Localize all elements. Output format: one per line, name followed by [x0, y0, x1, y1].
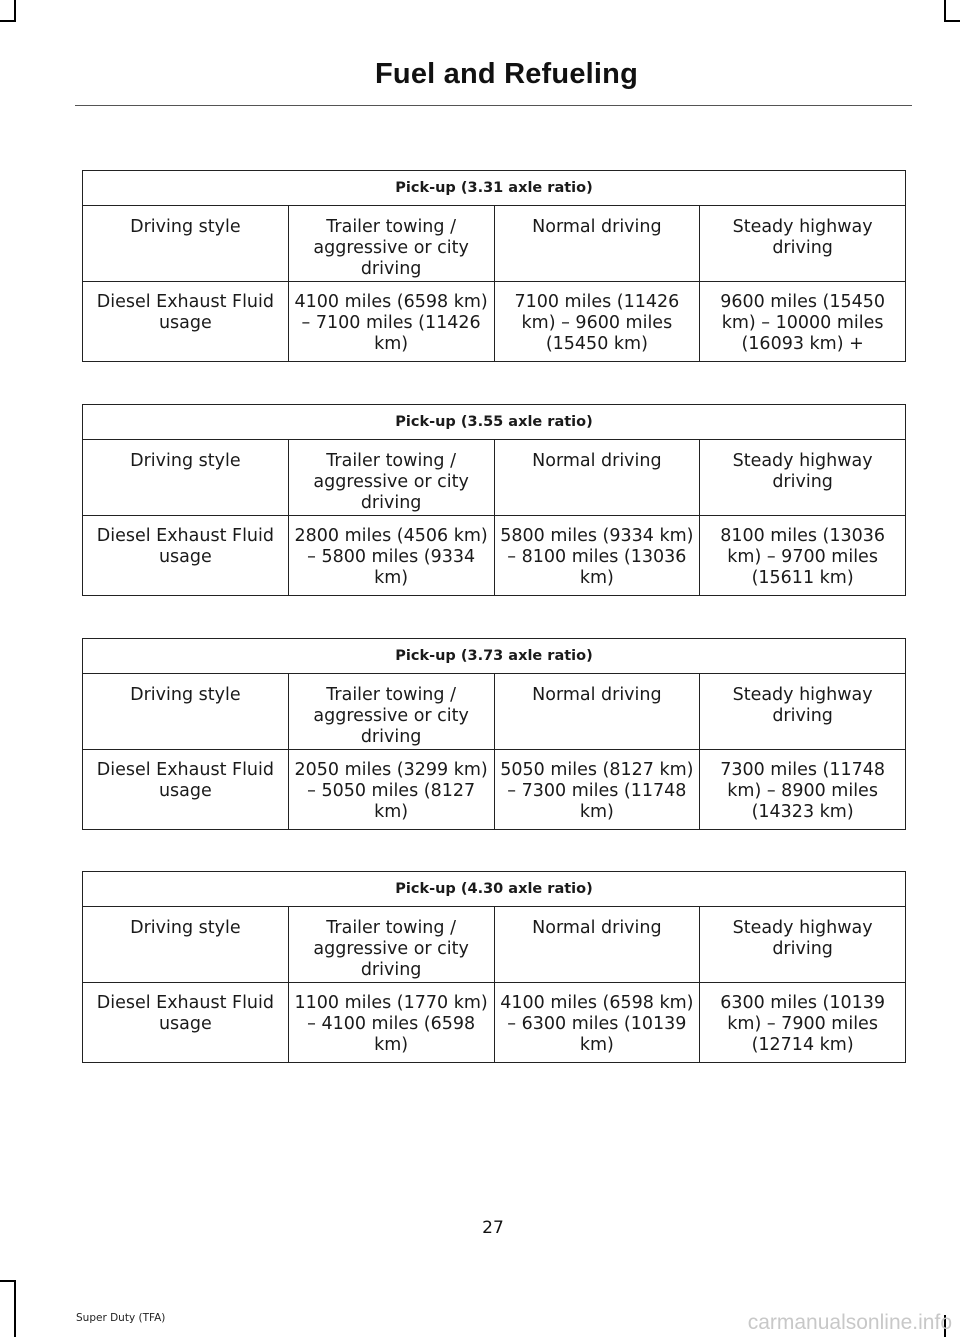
column-header: Normal driving	[494, 674, 700, 750]
def-usage-table-3-55	[82, 404, 906, 596]
table-cell: 5800 miles (9334 km) – 8100 miles (13036 km)	[494, 516, 700, 596]
page-number: 27	[482, 1218, 504, 1238]
column-header: Normal driving	[494, 440, 700, 516]
table-cell: 5050 miles (8127 km) – 7300 miles (11748 km)	[494, 750, 700, 830]
table-cell: 8100 miles (13036 km) – 9700 miles (15611 km)	[700, 516, 906, 596]
column-header: Trailer towing / aggressive or city driving	[288, 440, 494, 516]
crop-mark	[944, 0, 946, 22]
column-header: Normal driving	[494, 907, 700, 983]
table-caption: Pick-up (3.55 axle ratio)	[83, 405, 906, 440]
column-header: Driving style	[83, 674, 289, 750]
watermark: carmanualsonline.info	[747, 1311, 952, 1334]
table-cell: 9600 miles (15450 km) – 10000 miles (16093 km) +	[700, 282, 906, 362]
table-row	[83, 516, 906, 596]
table-row	[83, 282, 906, 362]
table-cell: 6300 miles (10139 km) – 7900 miles (12714 km)	[700, 983, 906, 1063]
crop-mark	[0, 20, 16, 22]
table-cell: Diesel Exhaust Fluid usage	[83, 983, 289, 1063]
column-header: Steady highway driving	[700, 907, 906, 983]
table-caption: Pick-up (3.73 axle ratio)	[83, 639, 906, 674]
table-cell: 7300 miles (11748 km) – 8900 miles (14323 km)	[700, 750, 906, 830]
table-cell: 1100 miles (1770 km) – 4100 miles (6598 km)	[288, 983, 494, 1063]
table-header-row	[83, 206, 906, 282]
crop-mark	[0, 1280, 16, 1282]
column-header: Steady highway driving	[700, 206, 906, 282]
table-row	[83, 983, 906, 1063]
column-header: Driving style	[83, 206, 289, 282]
table-row	[83, 750, 906, 830]
crop-mark	[14, 0, 16, 22]
table-cell: 2800 miles (4506 km) – 5800 miles (9334 km)	[288, 516, 494, 596]
def-usage-table-3-31	[82, 170, 906, 362]
column-header: Driving style	[83, 907, 289, 983]
table-cell: 7100 miles (11426 km) – 9600 miles (15450 km)	[494, 282, 700, 362]
table-cell: Diesel Exhaust Fluid usage	[83, 282, 289, 362]
column-header: Trailer towing / aggressive or city driving	[288, 907, 494, 983]
table-cell: Diesel Exhaust Fluid usage	[83, 516, 289, 596]
def-usage-table-3-73	[82, 638, 906, 830]
column-header: Driving style	[83, 440, 289, 516]
page-title: Fuel and Refueling	[375, 58, 638, 90]
table-cell: 4100 miles (6598 km) – 6300 miles (10139 km)	[494, 983, 700, 1063]
column-header: Trailer towing / aggressive or city driving	[288, 674, 494, 750]
column-header: Steady highway driving	[700, 674, 906, 750]
crop-mark	[14, 1280, 16, 1337]
crop-mark	[944, 20, 960, 22]
table-cell: 2050 miles (3299 km) – 5050 miles (8127 km)	[288, 750, 494, 830]
table-caption: Pick-up (3.31 axle ratio)	[83, 171, 906, 206]
table-cell: 4100 miles (6598 km) – 7100 miles (11426 km)	[288, 282, 494, 362]
table-header-row	[83, 674, 906, 750]
column-header: Trailer towing / aggressive or city driving	[288, 206, 494, 282]
def-usage-table-4-30	[82, 871, 906, 1063]
column-header: Steady highway driving	[700, 440, 906, 516]
table-cell: Diesel Exhaust Fluid usage	[83, 750, 289, 830]
table-header-row	[83, 907, 906, 983]
title-divider	[75, 105, 912, 106]
column-header: Normal driving	[494, 206, 700, 282]
table-caption: Pick-up (4.30 axle ratio)	[83, 872, 906, 907]
manual-name: Super Duty (TFA)	[76, 1312, 166, 1324]
table-header-row	[83, 440, 906, 516]
